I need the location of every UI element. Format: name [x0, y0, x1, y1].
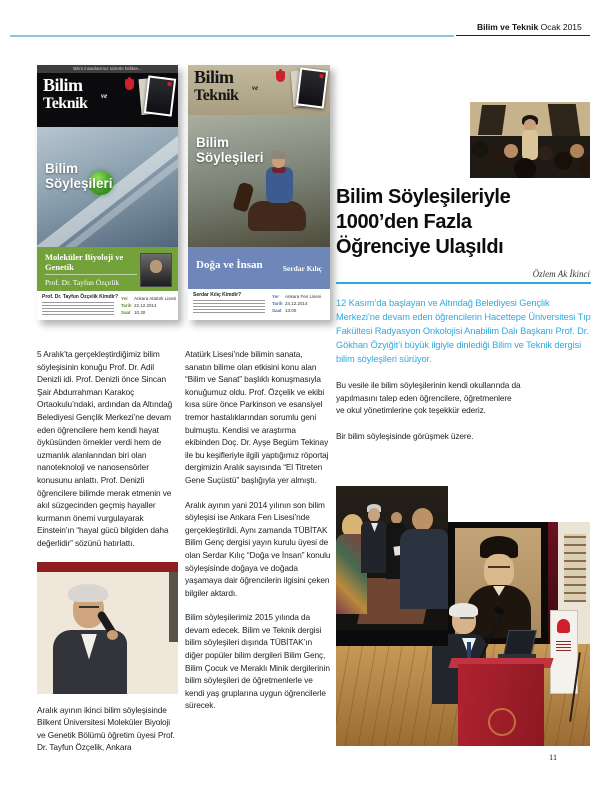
cover1-photo-pipette	[37, 127, 178, 247]
cover2-event-info: Yer Ankara Fen Lisesi Tarih 24.12.2014 Saat 13.00	[272, 294, 322, 313]
man-foreground	[412, 508, 433, 531]
header-dark-rule	[456, 35, 590, 36]
bilim-teknik-logo: Bilim ve Teknik	[43, 75, 108, 112]
article-header-column	[336, 185, 592, 442]
cover1-speaker: Prof. Dr. Tayfun Özçelik	[45, 278, 120, 287]
photo-prof-denizli	[37, 562, 178, 694]
cover2-inset-magazine	[296, 67, 328, 108]
left-column	[37, 348, 178, 766]
tubitak-logo-icon	[125, 79, 134, 90]
cover1-footer	[37, 291, 178, 320]
cover2-series-title: Bilim Söyleşileri	[196, 135, 264, 165]
horse	[248, 201, 306, 231]
body-paragraph: 5 Aralık’ta gerçekleştirdiğimiz bilim söyleşisinin konuğu Prof. Dr. Adil Denizli idi. Prof. Denizli önce Sincan Şair Abdurrahman Karakoç Ortaokulu’ndaki, ardından da Altındağ Belediyesi Gençlik Merkezi’ne devam eden öğrencilere hem kendi hayat öyküsünden örnekler verdi hem de uzmanlık alanlarından biri olan nanoteknoloji ve nanosensörler konusunu anlattı. Prof. Denizli öğrencilere bilimde merak etmenin ve akıl süzgecinden geçmiş hayaller kurmanın önemi vurgulayarak Einstein’ın “hayal gücü bilgiden daha değerlidir” sözünü hatırlattı.	[37, 349, 173, 548]
tubitak-logo-icon	[276, 71, 285, 82]
header-magazine-title: Bilim ve Teknik	[477, 22, 539, 32]
header-issue: Ocak 2015	[540, 22, 582, 32]
body-paragraph: Bu vesile ile bilim söyleşilerinin kendi okullarında da yapılmasını talep eden öğrencilere, öğretmenlere ve okul yönetimlerine çok teşekkür ederiz.	[336, 380, 521, 416]
cover2-bio-title: Serdar Kılıç Kimdir?	[193, 292, 242, 298]
body-paragraph: Aralık ayının yani 2014 yılının son bilim söyleşisi ise Ankara Fen Lisesi’nde gerçekleştirildi. Aynı zamanda TÜBİTAK Bilim Genç dergisi yayın kurulu üyesi de olan Serdar Kılıç “Doğa ve İnsan” konulu söyleşisinde doğaya ve doğada yaşamaya dair öğrencilerin ilgisini çeken bilgiler aktardı.	[185, 499, 331, 598]
middle-column	[185, 348, 331, 724]
body-paragraph: Atatürk Lisesi’nde bilimin sanata, sanatın bilime olan etkisini konu alan “Bilim ve Sanat” başlıklı konuşmasıyla konuğumuz oldu. Prof. Özçelik ve ekibi kısa süre önce Parkinson ve esansiyel tremor hastalıklarından sorumlu geni bulmuştu. Kendisi ve araştırma ekibinden Doç. Dr. Ayşe Begüm Tekinay ile bu keşifleriyle ilgili yaptığımız röportaj dergimizin Aralık sayısında “El Titreten Gene Suçüstü” başlığıyla yer almıştı.	[185, 349, 329, 485]
page-number: 11	[549, 752, 558, 762]
cover1-topic-band: Moleküler Biyoloji ve Genetik Prof. Dr. Tayfun Özçelik	[37, 247, 178, 291]
tubitak-logo-icon	[557, 619, 570, 633]
cover2-masthead	[188, 65, 330, 115]
cover2-footer	[188, 289, 330, 320]
man-figure	[368, 508, 380, 522]
cover2-photo-horseman	[188, 115, 330, 247]
header-blue-rule	[10, 35, 454, 37]
article-intro: 12 Kasım’da başlayan ve Altındağ Belediyesi Gençlik Merkezi’ne devam eden öğrencilerin Hacettepe Üniversitesi Tıp Fakültesi Radyasyon Onkolojisi Anabilim Dalı Başkanı Prof. Dr. Gökhan Özyiğit’i büyük ilgiyle dinlediği Bilim ve Teknik dergisi bilim söyleşileri sürüyor.	[336, 298, 591, 364]
body-paragraph: Bilim söyleşilerimiz 2015 yılında da devam edecek. Bilim ve Teknik dergisi bilim söyleşileri dışında TÜBİTAK’ın diğer popüler bilim dergileri Bilim Genç, Bilim Çocuk ve Meraklı Minik dergilerinin bilim söyleşileri de öğretmenlerle ve kendi yaş gruplarına uygun öğrencilerle sürecek.	[185, 612, 330, 711]
cover1-series-title: Bilim Söyleşileri	[45, 161, 113, 191]
cover2-topic-band: Doğa ve İnsan Serdar Kılıç	[188, 247, 330, 289]
photo-students-audience	[470, 102, 590, 178]
author-byline: Özlem Ak İkinci	[532, 269, 590, 279]
cover1-bio-text-lines	[42, 302, 114, 315]
laptop	[503, 630, 537, 656]
body-paragraph: Aralık ayının ikinci bilim söyleşisinde Bilkent Üniversitesi Moleküler Biyoloji ve Genetik Bölümü öğretim üyesi Prof. Dr. Tayfun Özçelik, Ankara	[37, 704, 175, 753]
cover1-top-strip: Bilim insanlarımız sizlerle birlikte...	[37, 65, 178, 73]
body-paragraph: Bir bilim söyleşisinde görüşmek üzere.	[336, 430, 474, 441]
page-header	[477, 22, 582, 32]
cover1-event-info: Yer Ankara Atatürk Lisesi Tarih 22.12.2014 Saat 10.30	[121, 296, 177, 315]
photo-group-conversation	[336, 486, 448, 646]
glasses	[79, 606, 99, 608]
lattice-window	[564, 534, 586, 602]
cover-molekuler-biyoloji	[37, 65, 178, 320]
article-title: Bilim Söyleşileriyle 1000’den Fazla Öğrenciye Ulaşıldı	[336, 186, 511, 258]
bilim-teknik-logo: Bilim ve Teknik	[194, 67, 259, 104]
cover1-masthead	[37, 73, 178, 127]
headline-rule	[336, 282, 591, 284]
cover-doga-ve-insan	[188, 65, 330, 320]
cover2-speaker: Serdar Kılıç	[282, 264, 322, 273]
cover2-bio-text-lines	[193, 300, 265, 313]
cover1-inset-magazine	[144, 75, 176, 116]
cover1-bio-title: Prof. Dr. Tayfun Özçelik Kimdir?	[42, 294, 119, 300]
speaker-portrait	[140, 253, 172, 287]
